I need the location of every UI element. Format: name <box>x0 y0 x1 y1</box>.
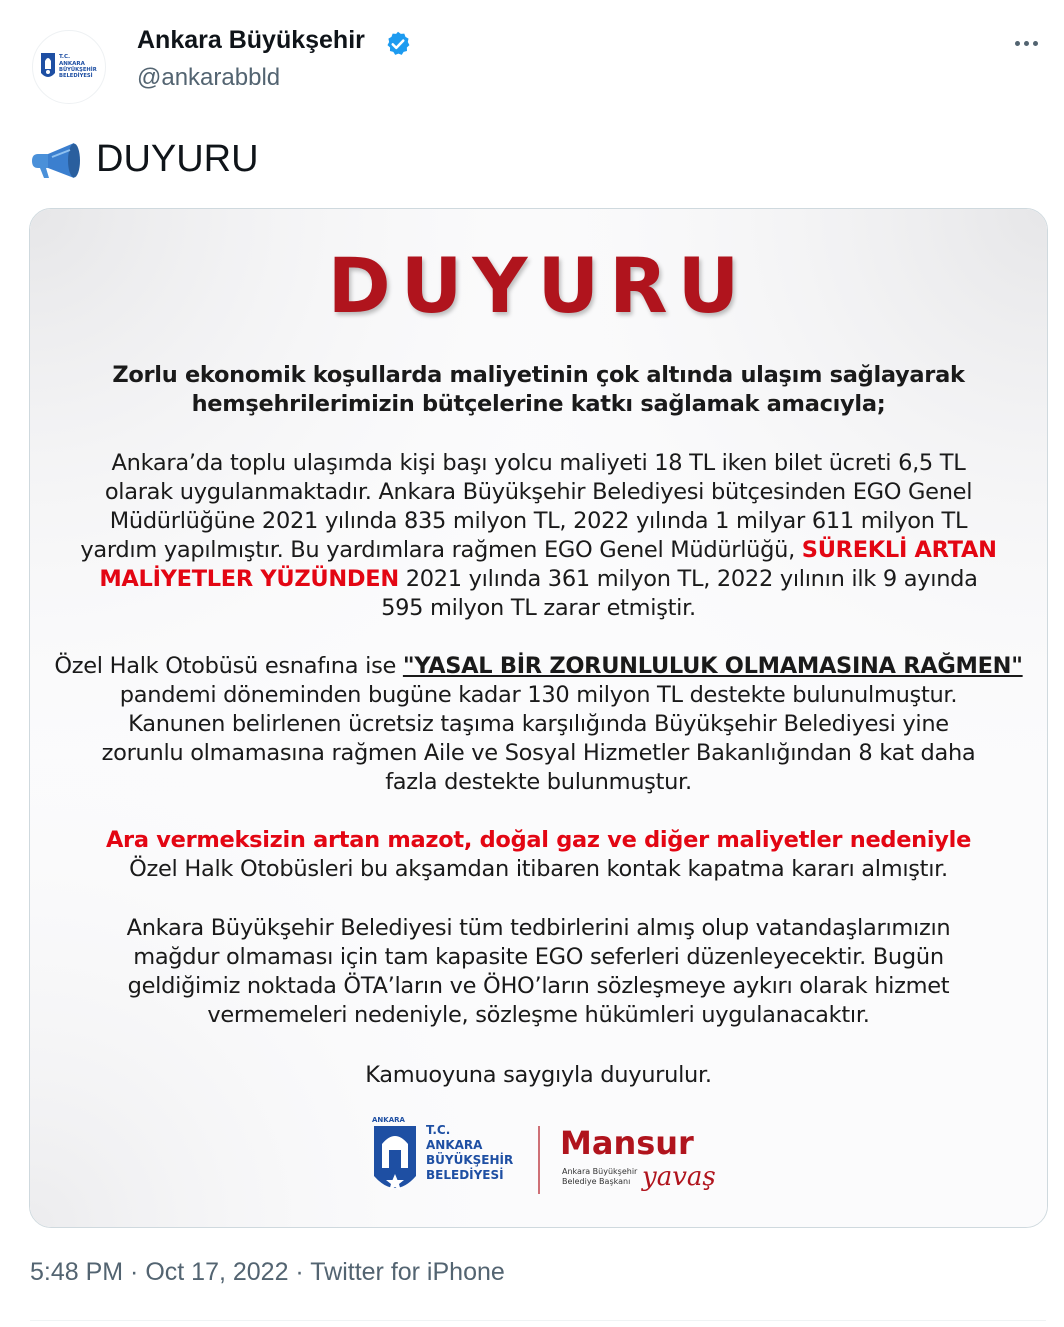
svg-text:BELEDİYESİ: BELEDİYESİ <box>59 73 93 79</box>
poster-line: 595 milyon TL zarar etmiştir. <box>381 595 696 621</box>
poster-line: Zorlu ekonomik koşullarda maliyetinin çok altında ulaşım sağlayarak <box>112 362 965 388</box>
poster-line: yardım yapılmıştır. Bu yardımlara rağmen EGO Genel Müdürlüğü, SÜREKLİ ARTAN <box>80 537 997 563</box>
poster-logos <box>370 1114 716 1204</box>
svg-text:BELEDİYESİ: BELEDİYESİ <box>426 1168 504 1182</box>
svg-text:ANKARA: ANKARA <box>59 61 85 67</box>
poster-line: geldiğimiz noktada ÖTA’ların ve ÖHO’ların sözleşmeye aykırı olarak hizmet <box>127 973 950 999</box>
poster-line: Ankara’da toplu ulaşımda kişi başı yolcu maliyeti 18 TL iken bilet ücreti 6,5 TL <box>111 450 966 476</box>
poster-intro <box>30 361 1047 419</box>
display-name[interactable]: Ankara Büyükşehir <box>137 26 365 54</box>
poster-paragraph-4 <box>30 914 1047 1030</box>
svg-text:ANKARA: ANKARA <box>426 1138 483 1152</box>
poster-line: hemşehrilerimizin bütçelerine katkı sağlamak amacıyla; <box>191 391 886 417</box>
tweet-timestamp <box>30 1258 505 1287</box>
poster-line: mağdur olmaması için tam kapasite EGO seferleri düzenleyecektir. Bugün <box>133 944 944 970</box>
poster-line: vermemeleri nedeniyle, sözleşme hükümleri uygulanacaktır. <box>207 1002 870 1028</box>
poster-line: Özel Halk Otobüsü esnafına ise "YASAL BİR ZORUNLULUK OLMAMASINA RAĞMEN" <box>54 653 1023 679</box>
logo-divider <box>538 1126 540 1194</box>
mansur-name: Mansur <box>560 1124 694 1162</box>
poster-line: fazla destekte bulunmuştur. <box>385 769 692 795</box>
separator: · <box>123 1258 146 1286</box>
svg-text:T.C.: T.C. <box>59 54 71 60</box>
poster-paragraph-3 <box>30 826 1047 884</box>
poster-title: DUYURU <box>327 241 750 330</box>
poster-closing: Kamuoyuna saygıyla duyurulur. <box>365 1062 712 1088</box>
poster-paragraph-1 <box>30 449 1047 623</box>
svg-text:BÜYÜKŞEHİR: BÜYÜKŞEHİR <box>426 1153 514 1167</box>
tweet-date[interactable]: Oct 17, 2022 <box>145 1258 289 1286</box>
megaphone-icon <box>30 140 82 180</box>
poster-line: Kanunen belirlenen ücretsiz taşıma karşılığında Büyükşehir Belediyesi yine <box>128 711 949 737</box>
account-handle[interactable]: @ankarabbld <box>137 64 281 91</box>
svg-text:ANKARA: ANKARA <box>372 1116 405 1124</box>
tweet-media-image[interactable] <box>29 208 1048 1228</box>
mansur-signature: yavaş <box>642 1162 716 1192</box>
avatar[interactable] <box>32 30 106 104</box>
ankara-logo-icon <box>37 47 101 87</box>
poster-line: olarak uygulanmaktadır. Ankara Büyükşehir Belediyesi bütçesinden EGO Genel <box>104 479 973 505</box>
mansur-yavas-logo <box>560 1124 716 1204</box>
tweet-text <box>30 138 259 181</box>
poster-paragraph-2 <box>30 652 1047 797</box>
separator: · <box>288 1258 311 1286</box>
verified-badge-icon <box>384 30 412 58</box>
poster-line: zorunlu olmamasına rağmen Aile ve Sosyal Hizmetler Bakanlığından 8 kat daha <box>101 740 976 766</box>
svg-text:BÜYÜKŞEHİR: BÜYÜKŞEHİR <box>59 67 97 73</box>
poster-line: MALİYETLER YÜZÜNDEN 2021 yılında 361 milyon TL, 2022 yılının ilk 9 ayında <box>99 566 978 592</box>
svg-text:T.C.: T.C. <box>426 1123 451 1137</box>
tweet-source[interactable]: Twitter for iPhone <box>310 1258 505 1286</box>
divider <box>30 1320 1046 1321</box>
mansur-subtitle: Ankara Büyükşehir Belediye Başkanı <box>562 1167 638 1186</box>
more-options-icon[interactable] <box>1015 30 1047 56</box>
poster-line: Özel Halk Otobüsleri bu akşamdan itibaren kontak kapatma kararı almıştır. <box>129 856 948 882</box>
poster-line: Ankara Büyükşehir Belediyesi tüm tedbirlerini almış olup vatandaşlarımızın <box>126 915 951 941</box>
tweet-text-content: DUYURU <box>96 138 259 180</box>
tweet-time[interactable]: 5:48 PM <box>30 1258 124 1286</box>
ankara-municipality-logo <box>370 1114 530 1204</box>
poster-line: pandemi döneminden bugüne kadar 130 milyon TL destekte bulunulmuştur. <box>119 682 958 708</box>
poster-line: Ara vermeksizin artan mazot, doğal gaz ve diğer maliyetler nedeniyle <box>105 827 972 853</box>
poster-line: Müdürlüğüne 2021 yılında 835 milyon TL, 2022 yılında 1 milyar 611 milyon TL <box>109 508 968 534</box>
